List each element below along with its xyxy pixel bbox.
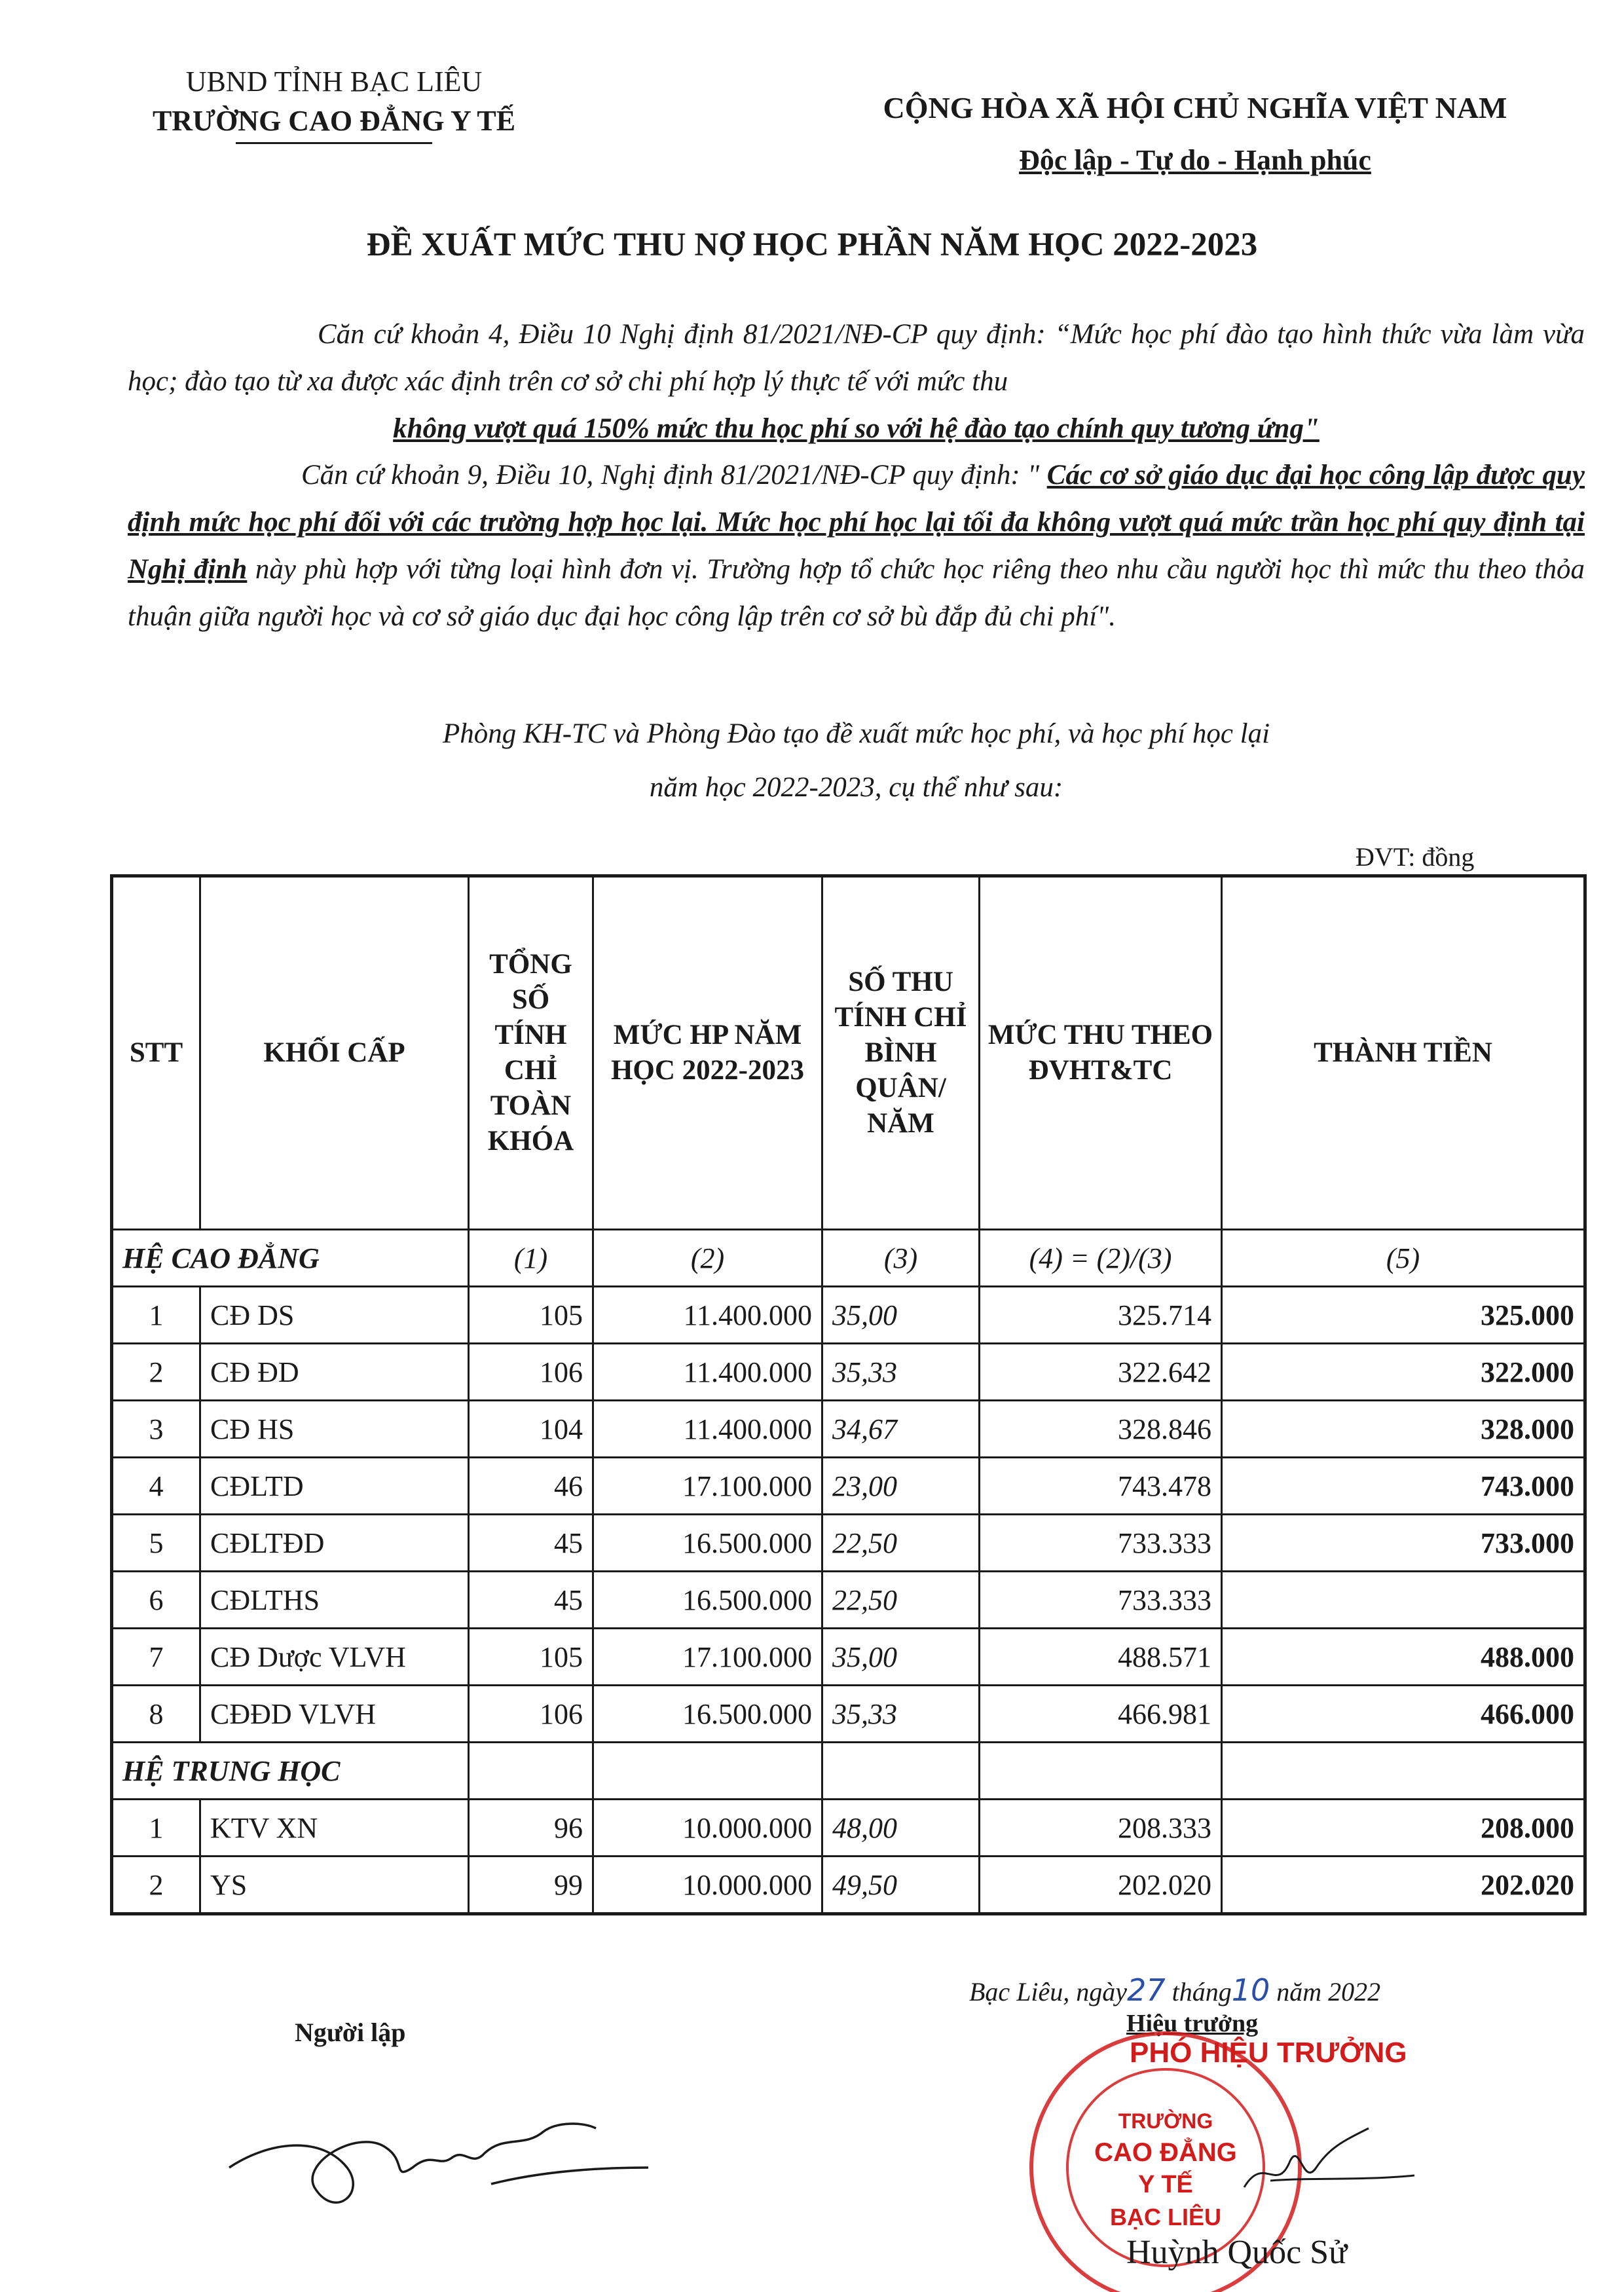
cell-khoi-cap: CĐĐD VLVH (200, 1686, 469, 1743)
table-row (112, 1287, 1585, 1344)
table-row (112, 1629, 1585, 1686)
national-motto: Độc lập - Tự do - Hạnh phúc (1019, 144, 1371, 176)
cell-muc-thu: 743.478 (980, 1458, 1222, 1515)
cell-stt: 3 (112, 1401, 200, 1458)
date-month-word: tháng (1172, 1977, 1232, 2006)
intro-paragraph-2 (128, 452, 1585, 640)
cell-stt: 7 (112, 1629, 200, 1686)
section-row-college (112, 1230, 1585, 1287)
cell-stt: 4 (112, 1458, 200, 1515)
cell-thanh-tien: 733.000 (1222, 1515, 1585, 1572)
header-thanh-tien: THÀNH TIỀN (1222, 876, 1585, 1230)
cell-khoi-cap: CĐ DS (200, 1287, 469, 1344)
cell-so-thu: 35,00 (822, 1287, 980, 1344)
cell-thanh-tien: 325.000 (1222, 1287, 1585, 1344)
cell-tong-so-tin-chi: 104 (469, 1401, 593, 1458)
principal-signature (1231, 2115, 1428, 2213)
empty-cell (980, 1743, 1222, 1800)
intro-paragraph-1: Căn cứ khoản 4, Điều 10 Nghị định 81/2021/NĐ-CP quy định: “Mức học phí đào tạo hình thức vừa làm vừa học; đào tạo từ xa được xác định trên cơ sở chi phí hợp lý thực tế với mức thu (128, 319, 1585, 397)
p2-emphasis: Các cơ sở giáo dục đại học công lập được quy định mức học phí đối với các trường hợp học lại. Mức học phí học lại tối đa không vượt quá mức trần học phí quy định tại Nghị định (128, 460, 1585, 585)
cell-muc-hp: 16.500.000 (593, 1515, 822, 1572)
cell-thanh-tien (1222, 1572, 1585, 1629)
cell-muc-hp: 11.400.000 (593, 1401, 822, 1458)
column-label: (2) (593, 1230, 822, 1287)
school-name: TRƯỜNG CAO ĐẲNG Y TẾ (152, 105, 516, 137)
cell-muc-hp: 16.500.000 (593, 1686, 822, 1743)
header-muc-hp: MỨC HP NĂM HỌC 2022-2023 (593, 876, 822, 1230)
section-row-secondary (112, 1743, 1585, 1800)
cell-muc-thu: 733.333 (980, 1515, 1222, 1572)
header-muc-thu: MỨC THU THEO ĐVHT&TC (980, 876, 1222, 1230)
cell-stt: 1 (112, 1287, 200, 1344)
cell-thanh-tien: 466.000 (1222, 1686, 1585, 1743)
table-row (112, 1686, 1585, 1743)
signer-name: Huỳnh Quốc Sử (1126, 2234, 1348, 2271)
stamp-line-4: BẠC LIÊU (1110, 2204, 1221, 2230)
header-khoi-cap: KHỐI CẤP (200, 876, 469, 1230)
intro-paragraph-1-emphasis: không vượt quá 150% mức thu học phí so với hệ đào tạo chính quy tương ứng" (393, 413, 1320, 444)
p3-line-2: năm học 2022-2023, cụ thể như sau: (649, 772, 1063, 803)
cell-khoi-cap: CĐ HS (200, 1401, 469, 1458)
cell-so-thu: 22,50 (822, 1572, 980, 1629)
column-label: (1) (469, 1230, 593, 1287)
cell-thanh-tien: 322.000 (1222, 1344, 1585, 1401)
cell-thanh-tien: 488.000 (1222, 1629, 1585, 1686)
cell-thanh-tien: 328.000 (1222, 1401, 1585, 1458)
p2-rest: này phù hợp với từng loại hình đơn vị. Trường hợp tổ chức học riêng theo nhu cầu người học thì mức thu theo thỏa thuận giữa người học và cơ sở giáo dục đại học công lập trên cơ sở bù đắp đủ chi phí". (128, 554, 1585, 632)
cell-khoi-cap: KTV XN (200, 1800, 469, 1857)
date-day: 27 (1127, 1972, 1166, 2008)
cell-muc-thu: 488.571 (980, 1629, 1222, 1686)
document-title: ĐỀ XUẤT MỨC THU NỢ HỌC PHẦN NĂM HỌC 2022-2023 (366, 227, 1258, 263)
stamp-title: PHÓ HIỆU TRƯỞNG (1130, 2037, 1407, 2069)
date-month: 10 (1231, 1972, 1270, 2008)
table-row (112, 1515, 1585, 1572)
cell-stt: 1 (112, 1800, 200, 1857)
table-row (112, 1572, 1585, 1629)
stamp-line-2: CAO ĐẲNG (1094, 2138, 1237, 2167)
date-year: năm 2022 (1276, 1977, 1381, 2006)
cell-khoi-cap: CĐLTHS (200, 1572, 469, 1629)
cell-so-thu: 49,50 (822, 1857, 980, 1914)
fee-table (110, 874, 1587, 1915)
cell-tong-so-tin-chi: 106 (469, 1344, 593, 1401)
cell-stt: 8 (112, 1686, 200, 1743)
empty-cell (593, 1743, 822, 1800)
cell-tong-so-tin-chi: 105 (469, 1287, 593, 1344)
header-stt: STT (112, 876, 200, 1230)
cell-tong-so-tin-chi: 45 (469, 1515, 593, 1572)
issuing-authority (92, 62, 576, 144)
header-so-thu: SỐ THU TÍNH CHỈ BÌNH QUÂN/ NĂM (822, 876, 980, 1230)
column-label: (3) (822, 1230, 980, 1287)
cell-khoi-cap: CĐ ĐD (200, 1344, 469, 1401)
cell-muc-thu: 322.642 (980, 1344, 1222, 1401)
header-divider (236, 142, 432, 144)
stamp-line-3: Y TẾ (1138, 2171, 1193, 2198)
column-label: (5) (1222, 1230, 1585, 1287)
table-row (112, 1344, 1585, 1401)
maker-label: Người lập (295, 2018, 406, 2047)
cell-tong-so-tin-chi: 106 (469, 1686, 593, 1743)
table-row (112, 1458, 1585, 1515)
cell-so-thu: 35,00 (822, 1629, 980, 1686)
empty-cell (469, 1743, 593, 1800)
cell-khoi-cap: CĐLTD (200, 1458, 469, 1515)
nation-title: CỘNG HÒA XÃ HỘI CHỦ NGHĨA VIỆT NAM (883, 91, 1507, 124)
cell-khoi-cap: CĐ Dược VLVH (200, 1629, 469, 1686)
cell-muc-hp: 17.100.000 (593, 1458, 822, 1515)
cell-stt: 5 (112, 1515, 200, 1572)
cell-so-thu: 48,00 (822, 1800, 980, 1857)
table-row (112, 1401, 1585, 1458)
cell-tong-so-tin-chi: 45 (469, 1572, 593, 1629)
principal-label: Hiệu trưởng (1126, 2010, 1259, 2037)
cell-muc-thu: 328.846 (980, 1401, 1222, 1458)
cell-stt: 2 (112, 1344, 200, 1401)
national-header (812, 82, 1578, 187)
column-label: (4) = (2)/(3) (980, 1230, 1222, 1287)
cell-muc-hp: 10.000.000 (593, 1857, 822, 1914)
cell-stt: 2 (112, 1857, 200, 1914)
cell-thanh-tien: 208.000 (1222, 1800, 1585, 1857)
cell-muc-hp: 17.100.000 (593, 1629, 822, 1686)
signing-date (969, 1972, 1380, 2008)
cell-so-thu: 35,33 (822, 1344, 980, 1401)
cell-muc-thu: 202.020 (980, 1857, 1222, 1914)
cell-tong-so-tin-chi: 105 (469, 1629, 593, 1686)
cell-khoi-cap: YS (200, 1857, 469, 1914)
cell-muc-hp: 11.400.000 (593, 1344, 822, 1401)
cell-so-thu: 35,33 (822, 1686, 980, 1743)
date-prefix: Bạc Liêu, ngày (969, 1977, 1128, 2006)
table-row (112, 1800, 1585, 1857)
p2-lead: Căn cứ khoản 9, Điều 10, Nghị định 81/2021/NĐ-CP quy định: " (301, 460, 1047, 490)
section-label-secondary: HỆ TRUNG HỌC (112, 1743, 469, 1800)
cell-thanh-tien: 202.020 (1222, 1857, 1585, 1914)
empty-cell (1222, 1743, 1585, 1800)
header-tong-so-tin-chi: TỔNG SỐ TÍNH CHỈ TOÀN KHÓA (469, 876, 593, 1230)
cell-tong-so-tin-chi: 96 (469, 1800, 593, 1857)
stamp-line-1: TRƯỜNG (1118, 2109, 1213, 2133)
cell-so-thu: 23,00 (822, 1458, 980, 1515)
maker-signature (216, 2069, 674, 2240)
cell-muc-thu: 208.333 (980, 1800, 1222, 1857)
cell-muc-hp: 11.400.000 (593, 1287, 822, 1344)
cell-muc-hp: 10.000.000 (593, 1800, 822, 1857)
cell-khoi-cap: CĐLTĐD (200, 1515, 469, 1572)
cell-tong-so-tin-chi: 99 (469, 1857, 593, 1914)
currency-unit: ĐVT: đồng (1356, 842, 1475, 872)
cell-muc-hp: 16.500.000 (593, 1572, 822, 1629)
cell-so-thu: 22,50 (822, 1515, 980, 1572)
cell-tong-so-tin-chi: 46 (469, 1458, 593, 1515)
table-header-row (112, 876, 1585, 1230)
intro-paragraph-3 (128, 707, 1585, 815)
cell-muc-thu: 466.981 (980, 1686, 1222, 1743)
p3-line-1: Phòng KH-TC và Phòng Đào tạo đề xuất mức học phí, và học phí học lại (442, 718, 1270, 749)
authority-name: UBND TỈNH BẠC LIÊU (185, 65, 483, 98)
section-label-college: HỆ CAO ĐẲNG (112, 1230, 469, 1287)
empty-cell (822, 1743, 980, 1800)
cell-muc-thu: 733.333 (980, 1572, 1222, 1629)
cell-so-thu: 34,67 (822, 1401, 980, 1458)
table-row (112, 1857, 1585, 1914)
cell-muc-thu: 325.714 (980, 1287, 1222, 1344)
cell-stt: 6 (112, 1572, 200, 1629)
cell-thanh-tien: 743.000 (1222, 1458, 1585, 1515)
